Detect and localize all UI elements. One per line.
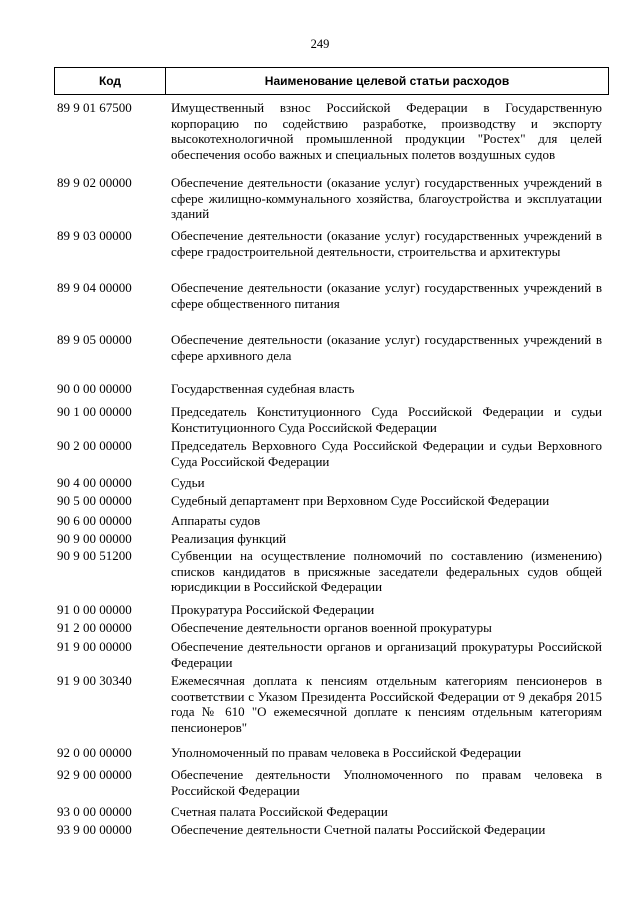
row-name: Уполномоченный по правам человека в Российской Федерации <box>171 745 522 760</box>
row-code: 89 9 03 00000 <box>57 228 132 243</box>
row-name: Обеспечение деятельности органов военной прокуратуры <box>171 620 492 635</box>
table-row <box>54 100 609 162</box>
table-row <box>54 602 609 618</box>
budget-table <box>54 67 609 837</box>
row-name: Обеспечение деятельности (оказание услуг) государственных учреждений в сфере жилищно-коммунального хозяйства, благоустройства и эксплуатации зданий <box>171 175 602 222</box>
table-row <box>54 767 609 798</box>
row-name: Обеспечение деятельности Счетной палаты Российской Федерации <box>171 822 546 837</box>
row-name: Реализация функций <box>171 531 287 546</box>
row-code: 90 0 00 00000 <box>57 381 132 396</box>
row-code: 90 2 00 00000 <box>57 438 132 453</box>
row-name: Обеспечение деятельности (оказание услуг) государственных учреждений в сфере общественного питания <box>171 280 602 311</box>
row-code: 90 4 00 00000 <box>57 475 132 490</box>
table-row <box>54 745 609 761</box>
header-code: Код <box>55 68 166 94</box>
row-code: 90 1 00 00000 <box>57 404 132 419</box>
table-row <box>54 673 609 735</box>
row-name: Судьи <box>171 475 205 490</box>
row-name: Аппараты судов <box>171 513 261 528</box>
row-name: Ежемесячная доплата к пенсиям отдельным категориям пенсионеров в соответствии с Указом Президента Российской Федерации от 9 декабря 2015 года № 610 "О ежемесячной доплате к пенсиям отдельным категориям пенсионеров" <box>171 673 602 735</box>
table-row <box>54 493 609 509</box>
row-code: 89 9 01 67500 <box>57 100 132 115</box>
row-code: 93 0 00 00000 <box>57 804 132 819</box>
row-code: 92 0 00 00000 <box>57 745 132 760</box>
row-name: Председатель Конституционного Суда Российской Федерации и судьи Конституционного Суда Российской Федерации <box>171 404 602 435</box>
row-code: 89 9 02 00000 <box>57 175 132 190</box>
row-name: Обеспечение деятельности органов и организаций прокуратуры Российской Федерации <box>171 639 602 670</box>
row-name: Счетная палата Российской Федерации <box>171 804 388 819</box>
table-row <box>54 280 609 311</box>
table-row <box>54 404 609 435</box>
row-code: 90 9 00 51200 <box>57 548 132 563</box>
row-code: 92 9 00 00000 <box>57 767 132 782</box>
table-row <box>54 822 609 838</box>
table-row <box>54 438 609 469</box>
row-code: 90 9 00 00000 <box>57 531 132 546</box>
table-row <box>54 620 609 636</box>
header-name: Наименование целевой статьи расходов <box>264 74 510 88</box>
row-name: Обеспечение деятельности (оказание услуг) государственных учреждений в сфере архивного дела <box>171 332 602 363</box>
row-name: Обеспечение деятельности (оказание услуг) государственных учреждений в сфере градостроительной деятельности, строительства и архитектуры <box>171 228 602 259</box>
row-code: 91 9 00 00000 <box>57 639 132 654</box>
table-row <box>54 531 609 547</box>
row-code: 91 0 00 00000 <box>57 602 132 617</box>
table-row <box>54 548 609 595</box>
row-code: 89 9 04 00000 <box>57 280 132 295</box>
row-code: 89 9 05 00000 <box>57 332 132 347</box>
row-code: 90 6 00 00000 <box>57 513 132 528</box>
row-code: 91 9 00 30340 <box>57 673 132 688</box>
row-code: 91 2 00 00000 <box>57 620 132 635</box>
table-header <box>54 67 609 95</box>
table-row <box>54 639 609 670</box>
table-row <box>54 228 609 259</box>
table-row <box>54 332 609 363</box>
table-row <box>54 475 609 491</box>
row-code: 93 9 00 00000 <box>57 822 132 837</box>
table-row <box>54 804 609 820</box>
row-code: 90 5 00 00000 <box>57 493 132 508</box>
row-name: Прокуратура Российской Федерации <box>171 602 375 617</box>
row-name: Субвенции на осуществление полномочий по составлению (изменению) списков кандидатов в присяжные заседатели федеральных судов общей юрисдикции в Российской Федерации <box>171 548 602 595</box>
page-number: 249 <box>310 37 330 51</box>
row-name: Судебный департамент при Верховном Суде Российской Федерации <box>171 493 550 508</box>
table-row <box>54 175 609 222</box>
row-name: Председатель Верховного Суда Российской Федерации и судьи Верховного Суда Российской Федерации <box>171 438 602 469</box>
row-name: Обеспечение деятельности Уполномоченного по правам человека в Российской Федерации <box>171 767 602 798</box>
row-name: Имущественный взнос Российской Федерации в Государственную корпорацию по содействию разработке, производству и экспорту высокотехнологичной промышленной продукции "Ростех" для целей обеспечения особо важных и специальных полетов воздушных судов <box>171 100 602 162</box>
table-row <box>54 513 609 529</box>
row-name: Государственная судебная власть <box>171 381 355 396</box>
table-row <box>54 381 609 397</box>
